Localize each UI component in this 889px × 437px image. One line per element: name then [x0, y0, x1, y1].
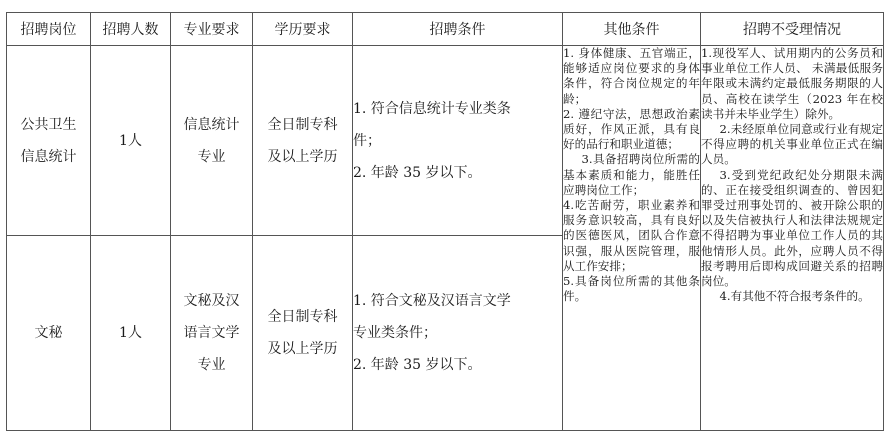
header-count: 招聘人数 — [91, 13, 171, 46]
major-cell — [171, 46, 253, 236]
education-line: 全日制专科 — [267, 309, 338, 325]
count-value: 1人 — [119, 325, 142, 341]
count-cell — [91, 236, 171, 431]
not-accepted-item: 3.受到党纪政纪处分期限未满的、正在接受组织调查的、曾因犯罪受过刑事处罚的、被开除公职的以及失信被执行人和法律法规规定不得招聘为事业单位工作人员的其他情形人员。此外，应聘人员不得报考聘用后即构成回避关系的招聘岗位。 — [701, 167, 883, 289]
header-position: 招聘岗位 — [7, 13, 91, 46]
major-line: 信息统计 — [183, 116, 240, 133]
not-accepted-cell — [701, 46, 884, 431]
position-line: 文秘 — [34, 325, 63, 341]
position-cell — [7, 236, 91, 431]
education-cell — [253, 236, 353, 431]
education-line: 全日制专科 — [267, 116, 338, 133]
major-line: 专业 — [197, 148, 226, 165]
major-line: 语言文学 — [183, 325, 240, 341]
count-value: 1人 — [119, 132, 142, 149]
header-education: 学历要求 — [253, 13, 353, 46]
header-conditions: 招聘条件 — [353, 13, 563, 46]
header-row — [7, 13, 884, 46]
other-condition-item: 3.具备招聘岗位所需的基本素质和能力，能胜任应聘岗位工作； — [563, 152, 700, 197]
major-line: 专业 — [197, 357, 226, 373]
education-cell — [253, 46, 353, 236]
condition-line: 件； — [353, 132, 381, 149]
other-conditions-cell — [563, 46, 701, 431]
header-other-conditions: 其他条件 — [563, 13, 701, 46]
table-row — [7, 46, 884, 236]
condition-line: 1. 符合文秘及汉语言文学 — [353, 293, 511, 309]
other-condition-item: 5.具备岗位所需的其他条件。 — [563, 274, 700, 304]
condition-line: 2. 年龄 35 岁以下。 — [353, 357, 482, 373]
other-condition-item: 1. 身体健康、五官端正，能够适应岗位要求的身体条件，符合岗位规定的年龄； — [563, 46, 700, 106]
education-line: 及以上学历 — [267, 341, 338, 357]
header-not-accepted: 招聘不受理情况 — [701, 13, 884, 46]
not-accepted-item: 1.现役军人、试用期内的公务员和事业单位工作人员、 未满最低服务年限或未满约定最低服务期限的人员、高校在读学生（2023 年在校读书并未毕业学生）除外。 — [701, 46, 883, 121]
major-line: 文秘及汉 — [183, 293, 240, 309]
other-condition-item: 2. 遵纪守法，思想政治素质好，作风正派，具有良好的品行和职业道德； — [563, 106, 700, 152]
education-line: 及以上学历 — [267, 148, 338, 165]
not-accepted-item: 2.未经原单位同意或行业有规定不得应聘的机关事业单位正式在编人员。 — [701, 122, 883, 167]
conditions-cell — [353, 236, 563, 431]
condition-line: 专业类条件； — [353, 325, 437, 341]
count-cell — [91, 46, 171, 236]
major-cell — [171, 236, 253, 431]
condition-line: 2. 年龄 35 岁以下。 — [353, 164, 482, 181]
conditions-cell — [353, 46, 563, 236]
condition-line: 1. 符合信息统计专业类条 — [353, 100, 511, 117]
position-cell — [7, 46, 91, 236]
recruitment-table — [6, 12, 884, 431]
other-condition-item: 4.吃苦耐劳，职业素养和服务意识较高，具有良好的医德医风，团队合作意识强，服从医院管理，服从工作安排； — [563, 198, 700, 273]
position-line: 信息统计 — [20, 148, 77, 165]
not-accepted-item: 4.有其他不符合报考条件的。 — [719, 289, 870, 304]
position-line: 公共卫生 — [20, 116, 77, 133]
header-major: 专业要求 — [171, 13, 253, 46]
